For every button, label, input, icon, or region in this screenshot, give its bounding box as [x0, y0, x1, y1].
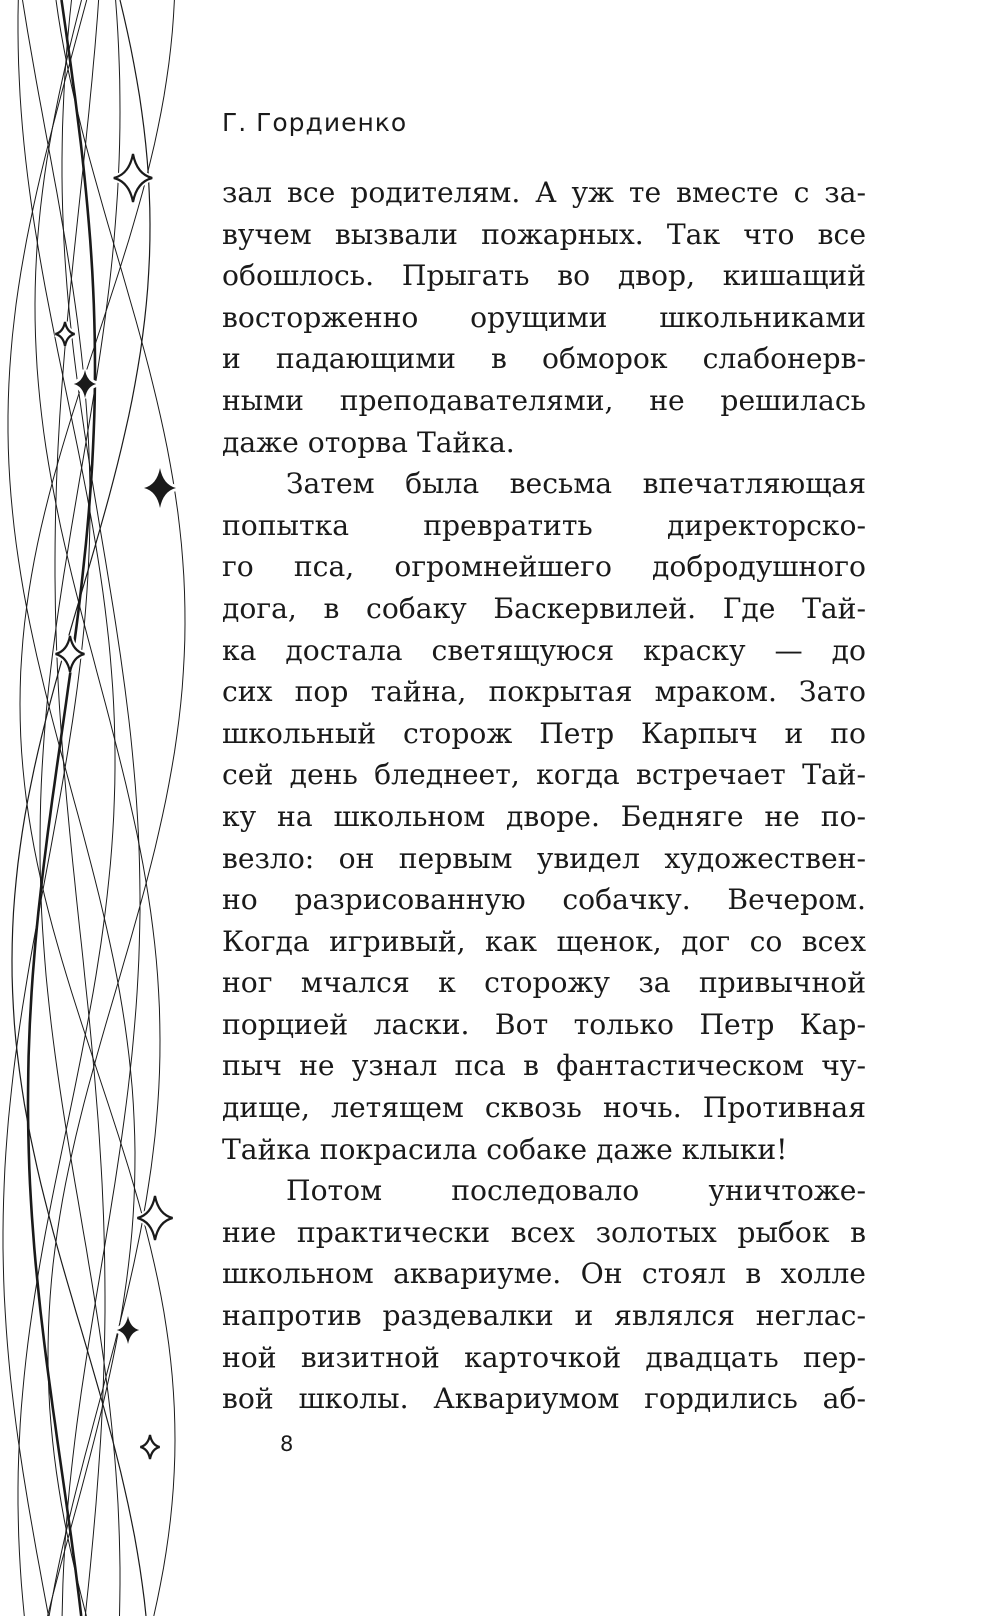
text-line: сих пор тайна, покрытая мраком. Зато: [222, 675, 866, 709]
text-line: вой школы. Аквариумом гордились аб-: [222, 1382, 866, 1416]
wave-line: [28, 0, 95, 1616]
wave-line: [18, 0, 115, 1616]
text-line: Тайка покрасила собаке даже клыки!: [222, 1132, 788, 1166]
text-line: школьный сторож Петр Карпыч и по: [222, 716, 866, 750]
text-line: ной визитной карточкой двадцать пер-: [222, 1340, 866, 1374]
text-line: Затем была весьма впечатляющая: [286, 467, 866, 501]
text-line: вучем вызвали пожарных. Так что все: [222, 217, 866, 251]
text-line: школьном аквариуме. Он стоял в холле: [222, 1257, 866, 1291]
wave-line: [20, 0, 175, 1616]
text-line: но разрисованную собачку. Вечером.: [222, 883, 866, 917]
wave-line: [35, 0, 160, 1616]
decorative-wavy-lines-border: [0, 0, 200, 1616]
text-line: порцией ласки. Вот только Петр Кар-: [222, 1007, 866, 1041]
wave-line: [55, 0, 105, 1616]
running-header-author: Г. Гордиенко: [222, 108, 408, 137]
text-line: даже оторва Тайка.: [222, 425, 515, 459]
text-line: Потом последовало уничтоже-: [286, 1174, 866, 1208]
text-line: ние практически всех золотых рыбок в: [222, 1215, 866, 1249]
text-line: пыч не узнал пса в фантастическом чу-: [222, 1049, 866, 1083]
text-line: дище, летящем сквозь ночь. Противная: [222, 1091, 866, 1125]
wave-line: [48, 0, 185, 1616]
body-text: [222, 172, 866, 1420]
text-line: сей день бледнеет, когда встречает Тай-: [222, 758, 866, 792]
text-line: попытка превратить директорско-: [222, 508, 866, 542]
text-line: напротив раздевалки и являлся неглас-: [222, 1299, 866, 1333]
sparkle-star-icon: [114, 154, 152, 202]
wave-line: [12, 0, 150, 1616]
text-line: зал все родителям. А уж те вместе с за-: [222, 176, 866, 209]
text-line: везло: он первым увидел художествен-: [222, 841, 866, 875]
sparkle-star-icon: [140, 1435, 159, 1459]
text-line: дога, в собаку Баскервилей. Где Тай-: [222, 591, 866, 625]
sparkle-star-icon: [144, 468, 176, 508]
page-number: 8: [280, 1432, 294, 1456]
text-line: ка достала светящуюся краску — до: [222, 633, 866, 667]
text-line: и падающими в обморок слабонерв-: [222, 342, 866, 376]
text-line: ку на школьном дворе. Бедняге не по-: [222, 799, 866, 833]
sparkle-star-icon: [137, 1196, 172, 1240]
text-line: го пса, огромнейшего добродушного: [222, 550, 866, 584]
sparkle-star-icon: [74, 370, 96, 398]
sparkle-star-icon: [55, 322, 74, 346]
text-line: ног мчался к сторожу за привычной: [222, 966, 866, 1000]
text-line: ными преподавателями, не решилась: [222, 383, 866, 417]
text-line: восторженно орущими школьниками: [222, 300, 866, 334]
text-line: Когда игривый, как щенок, дог со всех: [222, 924, 866, 958]
text-line: обошлось. Прыгать во двор, кишащий: [222, 259, 866, 293]
wave-line: [3, 0, 90, 1616]
